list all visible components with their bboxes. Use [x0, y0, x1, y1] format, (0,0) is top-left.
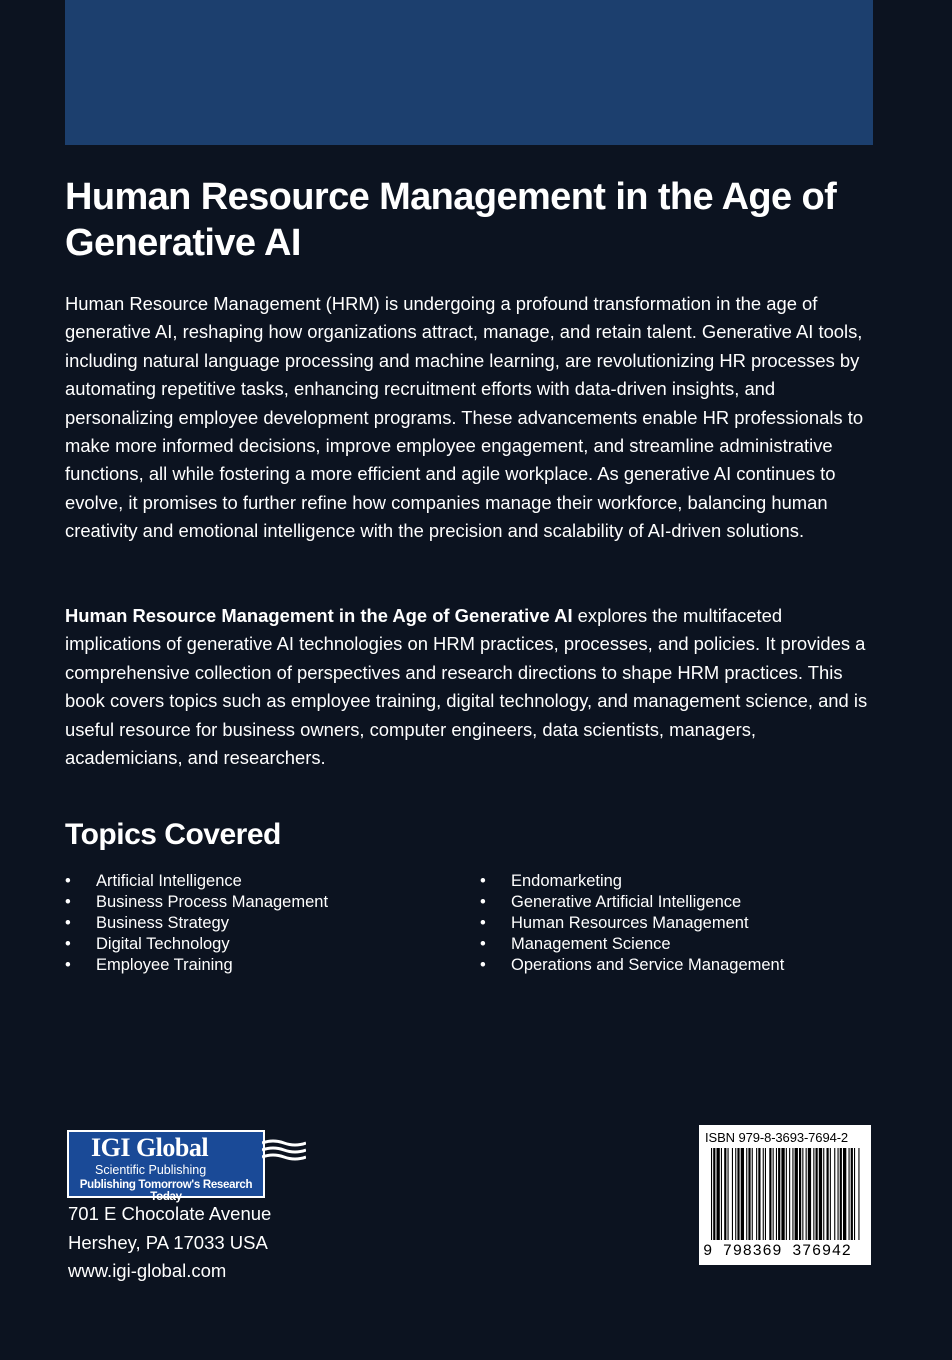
barcode-bar [711, 1148, 712, 1240]
bullet-icon: • [480, 914, 486, 933]
barcode-bar [724, 1148, 726, 1240]
cover-top-band [65, 0, 873, 145]
barcode-bar [769, 1148, 771, 1240]
bullet-icon: • [65, 935, 71, 954]
barcode-bar [752, 1148, 753, 1240]
barcode-bar [838, 1148, 839, 1240]
barcode-bar [851, 1148, 853, 1240]
barcode-bar [746, 1148, 747, 1240]
barcode-bar [717, 1148, 720, 1240]
address-line-2: Hershey, PA 17033 USA [68, 1231, 268, 1253]
barcode-bar [858, 1148, 859, 1240]
description-paragraph-2 [65, 602, 875, 772]
barcode-bar [827, 1148, 829, 1240]
logo-subtitle: Scientific Publishing [95, 1163, 207, 1177]
barcode-bar [816, 1148, 818, 1240]
topic-item: • Human Resources Management [480, 913, 784, 934]
topic-item: • Employee Training [65, 955, 328, 976]
bullet-icon: • [480, 935, 486, 954]
barcode-number: 9 798369 376942 [703, 1242, 852, 1260]
barcode-bar [834, 1148, 835, 1240]
barcode-bar [741, 1148, 744, 1240]
bullet-icon: • [65, 872, 71, 890]
description-book-title: Human Resource Management in the Age of Generative AI [65, 605, 573, 626]
barcode-bar [830, 1148, 831, 1240]
publisher-address [68, 1200, 271, 1286]
bullet-icon: • [480, 872, 486, 890]
barcode-bar [748, 1148, 750, 1240]
topics-heading: Topics Covered [65, 818, 281, 851]
description-body: explores the multifaceted implications of generative AI technologies on HRM practices, processes, and policies. It provides a comprehensive collection of perspectives and research directions to shape HRM practices. This book covers topics such as employee training, digital technology, and management science, and is useful resource for business owners, computer engineers, data scientists, managers, academicians, and researchers. [65, 605, 868, 769]
barcode-bar [854, 1148, 855, 1240]
barcode-bar [789, 1148, 790, 1240]
bullet-icon: • [65, 914, 71, 933]
barcode-bar [721, 1148, 722, 1240]
barcode-bar [776, 1148, 777, 1240]
bullet-icon: • [65, 893, 71, 912]
barcode-bar [732, 1148, 733, 1240]
book-title: Human Resource Management in the Age of Generative AI [65, 176, 837, 264]
topic-item: • Artificial Intelligence [65, 871, 328, 892]
barcode-bars [705, 1148, 865, 1246]
barcode-bar [713, 1148, 715, 1240]
description-paragraph-1: Human Resource Management (HRM) is undergoing a profound transformation in the age of generative AI, reshaping how organizations attract, manage, and retain talent. Generative AI tools, including natural language processing and machine learning, are revolutionizing HR processes by automating repetitive tasks, enhancing recruitment efforts with data-driven insights, and personalizing employee development programs. These advancements enable HR professionals to make more informed decisions, improve employee engagement, and streamline administrative functions, all while fostering a more efficient and agile workplace. As generative AI continues to evolve, it promises to further refine how companies manage their workforce, balancing human creativity and emotional intelligence with the precision and scalability of AI-driven solutions. [65, 293, 864, 542]
topic-item: • Generative Artificial Intelligence [480, 892, 784, 913]
bullet-icon: • [480, 956, 486, 975]
topic-item: • Business Process Management [65, 892, 328, 913]
barcode-bar [792, 1148, 793, 1240]
barcode-bar [843, 1148, 846, 1240]
barcode-bar [728, 1148, 729, 1240]
barcode-bar [765, 1148, 766, 1240]
barcode-bar [773, 1148, 774, 1240]
isbn-label: ISBN 979-8-3693-7694-2 [705, 1130, 849, 1145]
publisher-website[interactable]: www.igi-global.com [68, 1260, 227, 1281]
topic-item: • Digital Technology [65, 934, 328, 955]
topics-list-right [480, 871, 784, 976]
barcode-bar [840, 1148, 842, 1240]
barcode-bar [849, 1148, 850, 1240]
barcode-bar [819, 1148, 822, 1240]
address-line-1: 701 E Chocolate Avenue [68, 1203, 272, 1224]
topic-item: • Business Strategy [65, 913, 328, 934]
isbn-barcode [699, 1125, 871, 1265]
barcode-bar [813, 1148, 814, 1240]
barcode-bar [795, 1148, 798, 1240]
barcode-bar [737, 1148, 739, 1240]
topic-item: • Operations and Service Management [480, 955, 784, 976]
barcode-bar [806, 1148, 807, 1240]
barcode-bar [778, 1148, 780, 1240]
barcode-bar [763, 1148, 764, 1240]
logo-tagline: Publishing Tomorrow's Research Today [79, 1179, 253, 1203]
barcode-bar [758, 1148, 760, 1240]
barcode-bar [799, 1148, 801, 1240]
barcode-bar [808, 1148, 811, 1240]
topic-item: • Management Science [480, 934, 784, 955]
topics-list-left [65, 871, 328, 976]
barcode-bar [781, 1148, 784, 1240]
bullet-icon: • [65, 956, 71, 975]
bullet-icon: • [480, 893, 486, 912]
logo-waves-icon [262, 1137, 306, 1165]
barcode-bar [802, 1148, 803, 1240]
barcode-bar [756, 1148, 757, 1240]
barcode-bar [823, 1148, 824, 1240]
topic-item: • Endomarketing [480, 871, 784, 892]
barcode-bar [735, 1148, 736, 1240]
barcode-bar [786, 1148, 787, 1240]
publisher-logo [67, 1130, 265, 1203]
logo-name: IGI Global [91, 1133, 209, 1162]
